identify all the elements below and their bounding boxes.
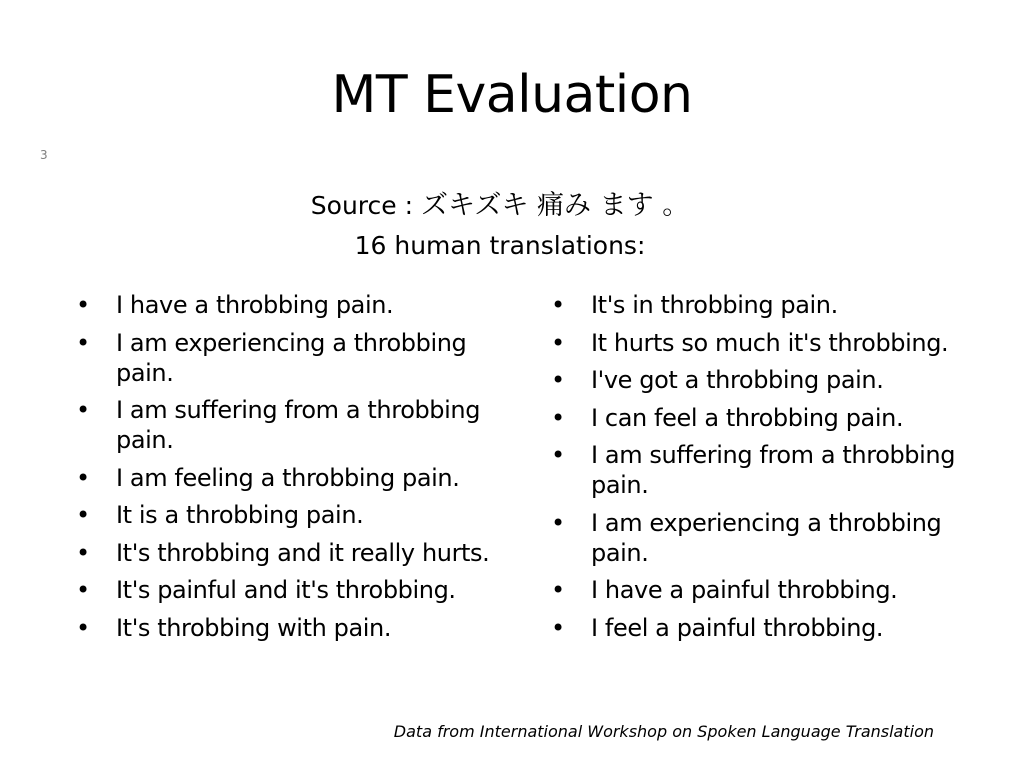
list-item-text: I have a painful throbbing. xyxy=(591,576,898,604)
list-item xyxy=(551,365,971,395)
list-item-text: It hurts so much it's throbbing. xyxy=(591,328,949,357)
list-item xyxy=(76,538,496,568)
left-translation-list xyxy=(76,290,496,650)
list-item-text: I am suffering from a throbbing pain. xyxy=(116,396,481,454)
list-item-text: It's throbbing and it really hurts. xyxy=(116,538,490,567)
data-source-footnote: Data from International Workshop on Spoken Language Translation xyxy=(393,722,934,741)
list-item-text: It's in throbbing pain. xyxy=(591,291,838,319)
list-item xyxy=(551,440,971,500)
source-label: Source : xyxy=(310,191,421,220)
list-item xyxy=(76,328,496,388)
bullet-icon: • xyxy=(76,613,90,642)
bullet-icon: • xyxy=(76,576,90,604)
slide-number: 3 xyxy=(40,148,48,162)
translation-count: 16 human translations: xyxy=(354,231,646,260)
slide-title: MT Evaluation xyxy=(331,65,693,125)
source-line xyxy=(0,190,1000,222)
list-item xyxy=(76,395,496,455)
bullet-icon: • xyxy=(551,613,565,642)
bullet-icon: • xyxy=(76,501,90,529)
list-item-text: It's painful and it's throbbing. xyxy=(116,576,456,604)
bullet-icon: • xyxy=(551,366,565,394)
list-item xyxy=(551,290,971,320)
bullet-icon: • xyxy=(551,576,565,604)
list-item-text: I feel a painful throbbing. xyxy=(591,613,884,642)
bullet-icon: • xyxy=(551,291,565,319)
list-item xyxy=(76,575,496,605)
list-item xyxy=(76,500,496,530)
list-item xyxy=(551,575,971,605)
bullet-icon: • xyxy=(76,538,90,567)
list-item-text: I am experiencing a throbbing pain. xyxy=(116,328,467,387)
list-item-text: I am suffering from a throbbing pain. xyxy=(591,441,956,499)
bullet-icon: • xyxy=(76,328,90,357)
list-item-text: I am feeling a throbbing pain. xyxy=(116,463,460,492)
bullet-icon: • xyxy=(551,441,565,469)
list-item xyxy=(76,463,496,493)
list-item xyxy=(76,613,496,643)
list-item-text: I can feel a throbbing pain. xyxy=(591,403,904,432)
right-translation-list xyxy=(551,290,971,650)
bullet-icon: • xyxy=(76,396,90,424)
bullet-icon: • xyxy=(76,291,90,319)
list-item-text: I have a throbbing pain. xyxy=(116,291,394,319)
list-item-text: It is a throbbing pain. xyxy=(116,501,364,529)
list-item xyxy=(551,508,971,568)
list-item-text: I've got a throbbing pain. xyxy=(591,366,884,394)
source-text: ズキズキ 痛み ます 。 xyxy=(420,190,690,221)
list-item-text: I am experiencing a throbbing pain. xyxy=(591,508,942,567)
bullet-icon: • xyxy=(76,463,90,492)
list-item xyxy=(551,328,971,358)
list-item xyxy=(551,613,971,643)
list-item xyxy=(76,290,496,320)
list-item xyxy=(551,403,971,433)
bullet-icon: • xyxy=(551,328,565,357)
list-item-text: It's throbbing with pain. xyxy=(116,613,392,642)
bullet-icon: • xyxy=(551,403,565,432)
bullet-icon: • xyxy=(551,508,565,537)
